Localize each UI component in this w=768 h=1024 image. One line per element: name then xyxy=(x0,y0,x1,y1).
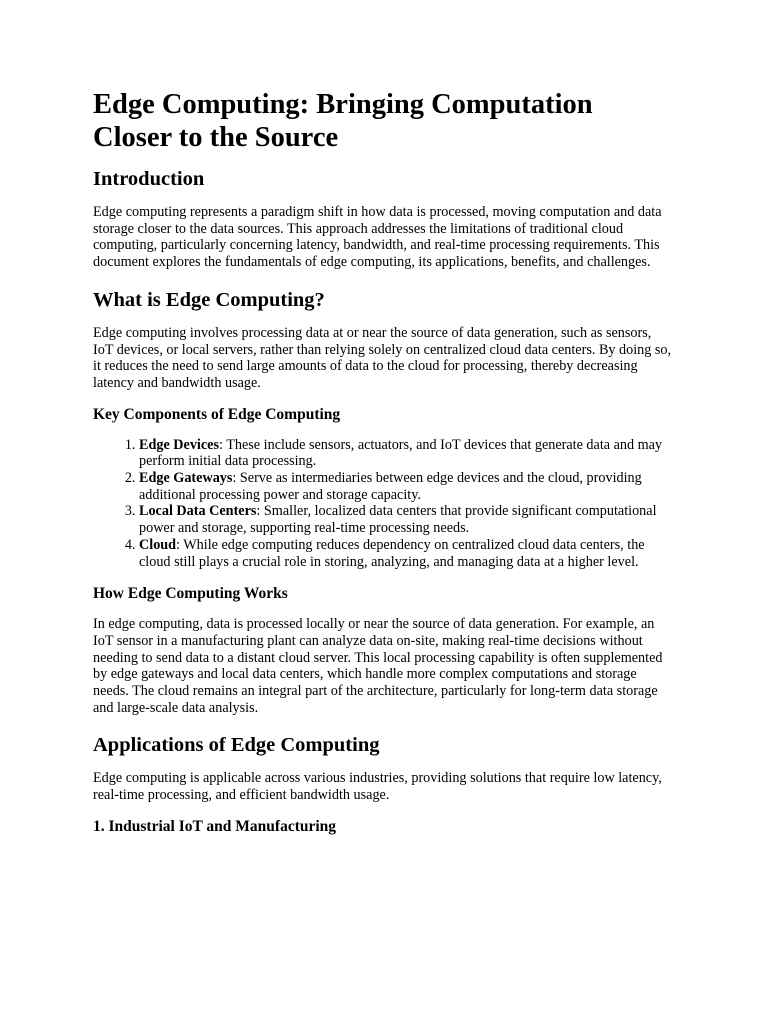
list-item-text: : These include sensors, actuators, and IoT devices that generate data and may perform initial data processing. xyxy=(139,436,663,470)
document-title: Edge Computing: Bringing Computation Closer to the Source xyxy=(93,89,593,153)
list-item-term: Edge Gateways xyxy=(139,470,233,487)
list-item-term: Cloud xyxy=(139,536,177,553)
list-item xyxy=(139,537,674,570)
list-item xyxy=(139,437,674,470)
intro-paragraph: Edge computing represents a paradigm shift in how data is processed, moving computation and data storage closer to the data sources. This approach addresses the limitations of traditional cloud computing, particularly concerning latency, bandwidth, and real-time processing requirements. This document explores the fundamentals of edge computing, its applications, benefits, and challenges. xyxy=(93,204,662,271)
list-item-term: Edge Devices xyxy=(139,436,219,453)
what-is-paragraph: Edge computing involves processing data at or near the source of data generation, such as sensors, IoT devices, or local servers, rather than relying solely on centralized cloud data centers. By doing so, it reduces the need to send large amounts of data to the cloud for processing, thereby decreasing latency and bandwidth usage. xyxy=(93,324,672,391)
how-it-works-heading: How Edge Computing Works xyxy=(93,585,288,603)
list-item-text: : Smaller, localized data centers that provide significant computational power and storage, supporting real-time processing needs. xyxy=(139,503,657,537)
how-it-works-paragraph: In edge computing, data is processed locally or near the source of data generation. For example, an IoT sensor in a manufacturing plant can analyze data on-site, making real-time decisions without needing to send data to a distant cloud server. This local processing capability is often supplemented by edge gateways and local data centers, which handle more complex computations and storage needs. The cloud remains an integral part of the architecture, particularly for long-term data storage and large-scale data analysis. xyxy=(93,616,663,716)
key-components-list xyxy=(93,437,674,571)
applications-heading: Applications of Edge Computing xyxy=(93,734,380,757)
list-item xyxy=(139,503,674,536)
list-item-text: : Serve as intermediaries between edge devices and the cloud, providing additional processing power and storage capacity. xyxy=(139,470,642,503)
key-components-heading: Key Components of Edge Computing xyxy=(93,405,341,423)
list-item-text: : While edge computing reduces dependency on centralized cloud data centers, the cloud still plays a crucial role in storing, analyzing, and managing data at a higher level. xyxy=(139,536,645,570)
list-item-term: Local Data Centers xyxy=(139,503,257,520)
list-item xyxy=(139,470,674,503)
what-is-heading: What is Edge Computing? xyxy=(93,288,325,311)
applications-paragraph: Edge computing is applicable across various industries, providing solutions that require low latency, real-time processing, and efficient bandwidth usage. xyxy=(93,770,662,804)
industrial-iot-heading: 1. Industrial IoT and Manufacturing xyxy=(93,817,337,835)
intro-heading: Introduction xyxy=(93,168,205,190)
